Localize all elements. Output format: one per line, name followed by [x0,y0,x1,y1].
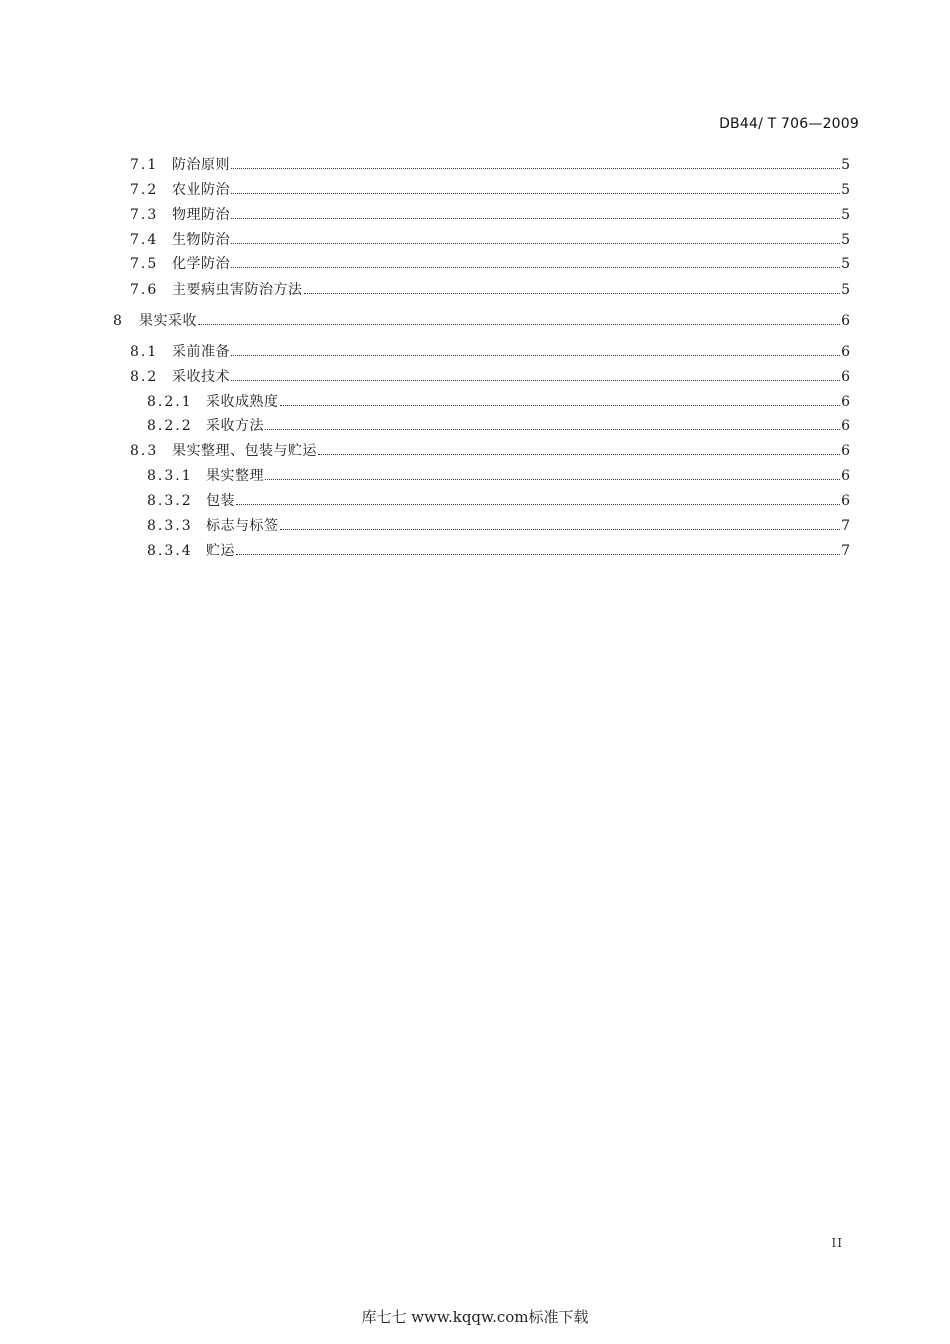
toc-entry-number: 7.5 [130,256,159,272]
toc-entry[interactable] [130,205,850,225]
toc-subentry[interactable] [147,541,850,561]
toc-entry-page: 6 [841,418,850,434]
toc-entry-page: 5 [841,232,850,248]
toc-subentry[interactable] [147,491,850,511]
toc-leader-dots [231,379,840,381]
toc-entry-number: 7.3 [130,207,159,223]
toc-entry[interactable] [130,180,850,200]
toc-entry-title: 贮运 [206,543,235,559]
document-code: DB44/ T 706—2009 [719,116,859,132]
toc-subentry[interactable] [147,466,850,486]
toc-subentry[interactable] [147,416,850,436]
toc-leader-dots [231,217,840,219]
toc-entry[interactable] [130,367,850,387]
page-number: II [831,1236,843,1250]
toc-entry-page: 6 [841,369,850,385]
toc-leader-dots [265,428,840,430]
toc-entry-page: 6 [841,394,850,410]
toc-entry-page: 6 [841,344,850,360]
toc-entry-number: 8.2.1 [147,394,193,410]
toc-entry-number: 8.1 [130,344,159,360]
toc-entry-number: 8.3 [130,443,159,459]
toc-entry-page: 5 [841,207,850,223]
toc-entry-number: 8.2.2 [147,418,193,434]
toc-entry[interactable] [130,280,850,300]
toc-leader-dots [198,323,840,325]
toc-chapter-entry[interactable] [113,311,850,331]
toc-entry-page: 6 [841,313,850,329]
toc-leader-dots [280,528,841,530]
toc-leader-dots [265,478,840,480]
toc-entry-number: 8.2 [130,369,159,385]
toc-entry-number: 7.6 [130,282,159,298]
toc-entry-title: 标志与标签 [206,518,279,534]
toc-leader-dots [231,266,840,268]
toc-entry-number: 7.1 [130,157,159,173]
toc-leader-dots [236,553,840,555]
toc-entry[interactable] [130,254,850,274]
toc-entry-title: 农业防治 [172,182,230,198]
toc-entry-number: 7.4 [130,232,159,248]
toc-entry-page: 6 [841,468,850,484]
toc-entry-title: 采收技术 [172,369,230,385]
toc-entry-number: 8.3.3 [147,518,193,534]
toc-entry-number: 8.3.1 [147,468,193,484]
toc-subentry[interactable] [147,516,850,536]
toc-entry-number: 8 [113,313,124,329]
toc-leader-dots [231,192,840,194]
toc-entry-title: 采收方法 [206,418,264,434]
toc-entry[interactable] [130,155,850,175]
toc-entry-number: 8.3.2 [147,493,193,509]
toc-leader-dots [304,292,841,294]
toc-leader-dots [231,242,840,244]
toc-leader-dots [236,503,840,505]
toc-entry-title: 主要病虫害防治方法 [172,282,303,298]
footer-watermark: 库七七 www.kqqw.com标准下载 [361,1308,589,1326]
toc-entry[interactable] [130,342,850,362]
toc-entry[interactable] [130,230,850,250]
toc-subentry[interactable] [147,392,850,412]
toc-entry-title: 防治原则 [172,157,230,173]
toc-leader-dots [231,354,840,356]
toc-entry-number: 8.3.4 [147,543,193,559]
toc-entry-page: 7 [841,518,850,534]
toc-entry-page: 5 [841,157,850,173]
toc-entry-page: 6 [841,493,850,509]
toc-entry-title: 包装 [206,493,235,509]
toc-entry-title: 采前准备 [172,344,230,360]
toc-entry[interactable] [130,441,850,461]
toc-entry-number: 7.2 [130,182,159,198]
toc-leader-dots [318,453,840,455]
toc-entry-title: 物理防治 [172,207,230,223]
toc-entry-title: 生物防治 [172,232,230,248]
toc-entry-title: 果实整理、包装与贮运 [172,443,317,459]
toc-entry-title: 采收成熟度 [206,394,279,410]
toc-entry-page: 6 [841,443,850,459]
toc-entry-title: 果实采收 [139,313,197,329]
toc-entry-page: 7 [841,543,850,559]
toc-entry-title: 化学防治 [172,256,230,272]
toc-leader-dots [280,404,841,406]
toc-entry-page: 5 [841,282,850,298]
toc-entry-page: 5 [841,256,850,272]
toc-entry-title: 果实整理 [206,468,264,484]
toc-leader-dots [231,167,840,169]
toc-entry-page: 5 [841,182,850,198]
